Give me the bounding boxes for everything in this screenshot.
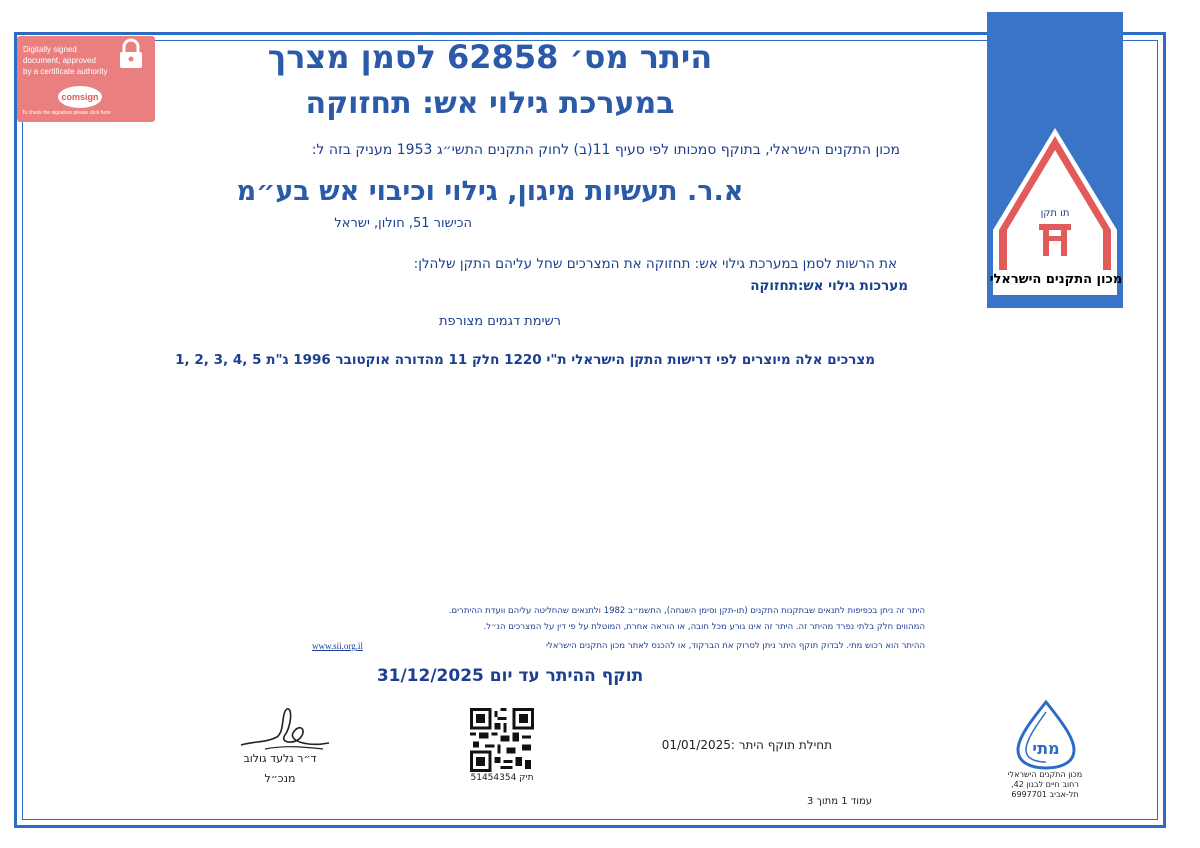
stamp-text — [23, 44, 127, 77]
models-list-note: רשימת דגמים מצורפת — [439, 314, 561, 329]
mati-line-1: מכון התקנים הישראלי — [1007, 770, 1083, 779]
sii-tav-teken-logo-icon — [987, 120, 1123, 295]
mati-logo-label: מתי — [1032, 739, 1060, 758]
start-date: תחילת תוקף היתר :01/01/2025 — [661, 738, 832, 752]
authority-statement: מכון התקנים הישראלי, בתוקף סמכותו לפי סעיף 11(ב) לחוק התקנים התשי״ג 1953 מעניק בזה ל: — [311, 142, 900, 158]
comsign-logo: comsign — [58, 86, 102, 108]
company-address: הכישור 51, חולון, ישראל — [334, 216, 472, 231]
sii-tav-teken-label: תו תקן — [1040, 208, 1070, 219]
stamp-line-2: document, approved — [23, 56, 96, 65]
note-line-2: המהווים חלק בלתי נפרד מהיתר זה. היתר זה אינו גורע מכל חובה, או הוראה אחרת, המוטלת על פי דין על המצרכים הנ״ל. — [483, 622, 925, 632]
valid-until-date: תוקף ההיתר עד יום 31/12/2025 — [376, 666, 644, 686]
stamp-line-3: by a certificate authority — [23, 67, 108, 76]
mati-line-3: תל-אביב 6997701 — [1011, 790, 1079, 799]
handwritten-signature — [235, 703, 335, 755]
note-line-3: ההיתר הוא רכוש מתי. לבדוק תוקף היתר ניתן לסרוק את הברקוד, או להכנס לאתר מכון התקנים הישראלי — [545, 641, 925, 651]
grant-statement: את הרשות לסמן במערכת גילוי אש: תחזוקה את המצרכים שחל עליהם התקן שלהלן: — [413, 256, 897, 272]
file-number: 51454354 תיק — [470, 773, 534, 783]
stamp-line-1: Digitally signed — [23, 45, 77, 54]
note-line-1: היתר זה ניתן בכפיפות לתנאים שבתקנות התקנים (תו-תקן וסימן השגחה), התשמ״ב 1982 ולתנאים שהחליטה עליהם וועדת ההיתרים. — [448, 606, 925, 616]
mati-address — [985, 770, 1105, 800]
signer-role: מנכ״ל — [264, 772, 296, 785]
scope-label: מערכות גילוי אש:תחזוקה — [750, 278, 908, 294]
qr-code[interactable] — [470, 708, 534, 772]
sii-website-link[interactable]: www.sii.org.il — [312, 641, 364, 651]
mati-logo-icon — [1010, 698, 1082, 770]
standard-statement: מצרכים אלה מיוצרים לפי דרישות התקן הישראלי ת"י 1220 חלק 11 מהדורה אוקטובר 1996 ג"ת 5 ,4 ,3 ,2 ,1 — [175, 352, 875, 368]
signer-name: ד״ר גלעד גולוב — [243, 752, 317, 765]
lock-icon — [116, 38, 146, 70]
permit-title: היתר מס׳ 62858 לסמן מצרך — [267, 38, 713, 76]
permit-subtitle: במערכת גילוי אש: תחזוקה — [305, 86, 675, 121]
company-name: א.ר. תעשיות מיגון, גילוי וכיבוי אש בע״מ — [236, 176, 744, 207]
mati-line-2: רחוב חיים לבנון 42, — [1011, 780, 1079, 789]
stamp-footer: To check the signature please click here — [22, 110, 111, 116]
page-number: עמוד 1 מתוך 3 — [807, 796, 872, 807]
sii-institute-name: מכון התקנים הישראלי — [989, 272, 1123, 287]
